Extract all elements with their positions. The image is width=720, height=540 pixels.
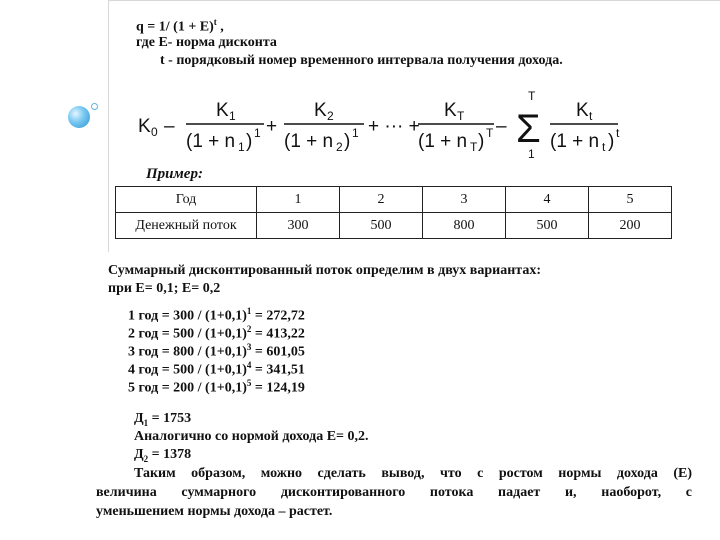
svg-text:(1 + n: (1 + n <box>186 131 236 152</box>
svg-text:(1 + n: (1 + n <box>418 131 468 152</box>
svg-text:–: – <box>496 116 507 137</box>
svg-text:–: – <box>164 116 175 137</box>
slide-frame-top <box>108 0 720 1</box>
bubble-decoration-icon <box>68 106 90 128</box>
svg-text:t: t <box>589 109 593 123</box>
conclusion-line-2: величина суммарного дисконтированного потока падает и, наоборот, с <box>96 485 692 500</box>
svg-text:1: 1 <box>229 109 236 123</box>
d1-result: $Д_1 = 1753$ <box>134 411 192 428</box>
table-row-flows <box>116 213 672 239</box>
calc-line: 5 год = $200 / (1+0,1)^5 = 124,19$ <box>128 378 305 396</box>
calc-line: 3 год = $800 / (1+0,1)^3 = 601,05$ <box>128 342 305 360</box>
calc-line: 1 год = $300 / (1+0,1)^1 = 272,72$ <box>128 306 305 324</box>
svg-text:1: 1 <box>352 126 359 140</box>
table-cell: 200 <box>589 213 672 239</box>
table-cell: 500 <box>506 213 589 239</box>
summary-line-2: при Е= 0,1; Е= 0,2 <box>108 281 221 296</box>
summary-line-1: Суммарный дисконтированный поток определим в двух вариантах: <box>108 263 541 278</box>
svg-text:): ) <box>608 131 615 152</box>
conclusion-line-1: Таким образом, можно сделать вывод, что с ростом нормы дохода (Е) <box>134 466 692 481</box>
svg-text:1: 1 <box>254 126 261 140</box>
table-cell: 800 <box>423 213 506 239</box>
slide-frame-left <box>108 0 109 252</box>
q-formula-line: q = 1/ $(1 + E)^t$ , <box>136 17 224 35</box>
svg-text:K: K <box>138 116 151 137</box>
svg-text:t: t <box>602 140 606 154</box>
where-line: где Е- норма дисконта <box>136 35 277 50</box>
svg-text:2: 2 <box>327 109 334 123</box>
table-cell: 500 <box>340 213 423 239</box>
example-label: Пример: <box>146 166 203 182</box>
table-cell: 5 <box>589 187 672 213</box>
svg-text:1: 1 <box>528 147 535 160</box>
d2-result: $Д_2 = 1378$ <box>134 447 192 464</box>
conclusion-line-3: уменьшением нормы дохода – растет. <box>96 504 333 519</box>
small-bubble-decoration-icon <box>91 103 98 110</box>
conclusion-paragraph <box>96 464 692 521</box>
svg-text:+: + <box>266 116 278 137</box>
svg-text:(1 + n: (1 + n <box>550 131 600 152</box>
svg-text:1: 1 <box>238 140 245 154</box>
flow-row-label: Денежный поток <box>116 213 257 239</box>
svg-text:T: T <box>457 109 465 123</box>
present-value-formula <box>138 90 628 160</box>
svg-text:K: K <box>444 100 457 121</box>
svg-text:): ) <box>478 131 485 152</box>
svg-text:): ) <box>344 131 351 152</box>
table-cell: 1 <box>257 187 340 213</box>
svg-text:K: K <box>314 100 327 121</box>
svg-text:K: K <box>216 100 229 121</box>
table-row-years <box>116 187 672 213</box>
svg-text:T: T <box>486 126 494 140</box>
cash-flow-table <box>115 186 672 239</box>
svg-text:T: T <box>528 90 536 103</box>
t-definition-line: t - порядковый номер временного интервала получения дохода. <box>160 53 563 68</box>
svg-text:2: 2 <box>336 140 343 154</box>
calc-line: 4 год = $500 / (1+0,1)^4 = 341,51$ <box>128 360 305 378</box>
svg-text:0: 0 <box>151 125 158 139</box>
svg-text:(1 + n: (1 + n <box>284 131 334 152</box>
svg-text:): ) <box>246 131 253 152</box>
year-row-label: Год <box>116 187 257 213</box>
table-cell: 2 <box>340 187 423 213</box>
svg-text:Σ: Σ <box>516 107 541 151</box>
table-cell: 3 <box>423 187 506 213</box>
analog-line: Аналогично со нормой дохода Е= 0,2. <box>134 429 369 444</box>
svg-text:T: T <box>470 140 478 154</box>
svg-text:+ ··· +: + ··· + <box>368 116 420 137</box>
table-cell: 4 <box>506 187 589 213</box>
calc-line: 2 год = $500 / (1+0,1)^2 = 413,22$ <box>128 324 305 342</box>
table-cell: 300 <box>257 213 340 239</box>
svg-text:K: K <box>576 100 589 121</box>
svg-text:t: t <box>616 126 620 140</box>
